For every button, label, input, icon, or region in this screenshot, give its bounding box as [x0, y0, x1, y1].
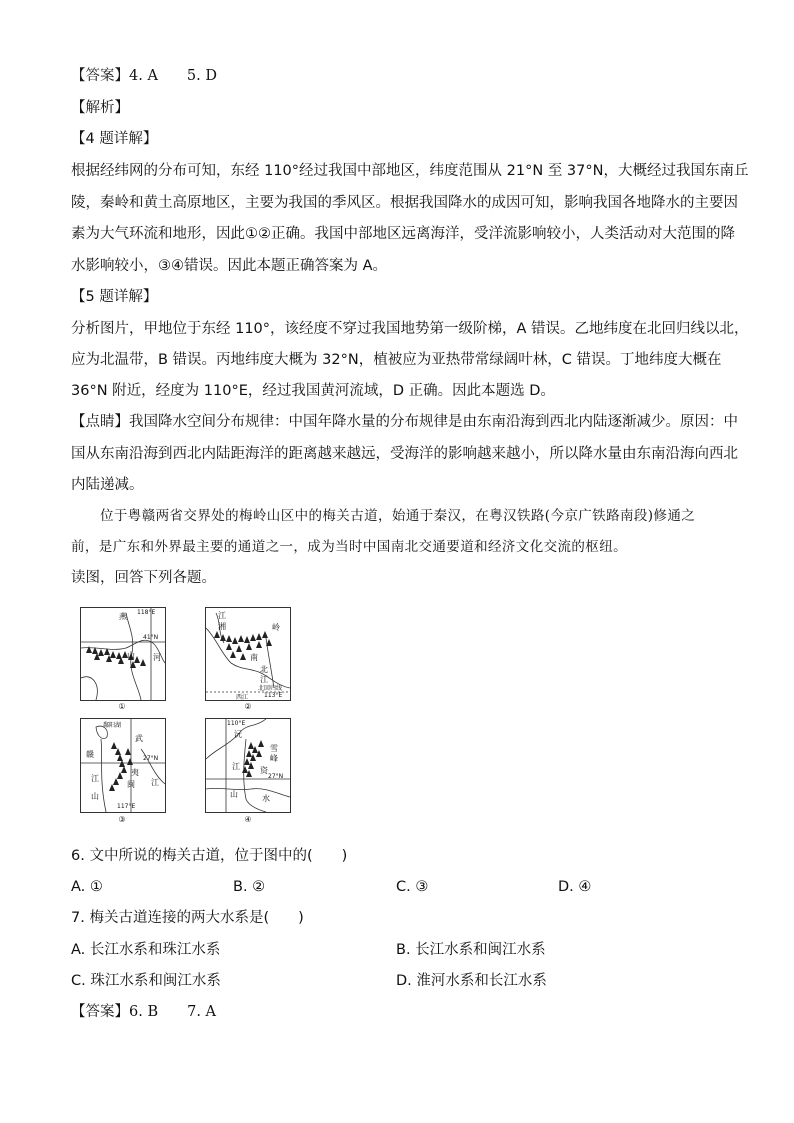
- map-3-label: 山: [91, 792, 99, 801]
- q4-tag: 【4 题详解】: [71, 131, 158, 147]
- map-2-label: 江: [218, 611, 226, 620]
- map-4-label: 沅: [234, 730, 242, 739]
- map-1-label: 河: [153, 653, 161, 662]
- q7-option-a: A. 长江水系和珠江水系: [71, 942, 221, 958]
- q6-option-d: D. ④: [558, 879, 592, 895]
- passage-line: 前，是广东和外界最主要的通道之一，成为当时中国南北交通要道和经济文化交流的枢纽。: [71, 539, 627, 555]
- map-3-label: 武: [135, 734, 143, 743]
- map-1-label: 燕: [119, 612, 127, 621]
- analysis-tag: 【解析】: [71, 100, 129, 116]
- map-1-caption: ①: [118, 702, 126, 711]
- map-3-label: 27°N: [143, 755, 159, 762]
- map-1-label: 118°E: [137, 609, 156, 616]
- q5-line: 36°N 附近，经度为 110°E，经过我国黄河流域，D 正确。因此本题选 D。: [71, 383, 555, 399]
- answer-line-1: [71, 66, 217, 86]
- map-4-label: 110°E: [227, 720, 246, 727]
- instruction: 读图，回答下列各题。: [71, 570, 216, 586]
- map-2-label: 西江: [236, 694, 249, 701]
- tip-line-1: [71, 412, 738, 432]
- map-4-label: 27°N: [268, 773, 284, 780]
- map-4-caption: ④: [244, 815, 252, 824]
- q5-line: 分析图片，甲地位于东经 110°，该经度不穿过我国地势第一级阶梯，A 错误。乙地纬度在北回归线以北，: [71, 321, 749, 337]
- map-4-label: 山: [230, 790, 238, 799]
- q4-line: 素为大气环流和地形，因此①②正确。我国中部地区远离海洋，受洋流影响较小，人类活动对大范围的降: [71, 226, 735, 242]
- map-2-caption: ②: [244, 702, 252, 711]
- answer-line-2: [71, 1002, 216, 1022]
- map-3-label: 闽: [127, 780, 135, 789]
- map-3-label: 鄱阳湖: [103, 722, 122, 729]
- map-4-label: 峰: [270, 754, 278, 763]
- q4-line: 陵，秦岭和黄土高原地区，主要为我国的季风区。根据我国降水的成因可知，影响我国各地降水的主要因: [71, 195, 738, 211]
- map-4-label: 资: [260, 766, 268, 775]
- answer-text: 4. A 5. D: [129, 68, 217, 84]
- tip-line: 内陆递减。: [71, 477, 144, 493]
- map-3: [80, 718, 166, 813]
- q4-heading: [71, 129, 157, 149]
- q6-stem: 6. 文中所说的梅关古道，位于图中的( ): [71, 848, 348, 864]
- map-1-label: 山: [127, 651, 135, 660]
- map-2-label: 113°E: [264, 692, 283, 699]
- q4-line: 根据经纬网的分布可知，东经 110°经过我国中部地区，纬度范围从 21°N 至 37°N，大概经过我国东南丘: [71, 163, 749, 179]
- map-2-label: 江: [260, 675, 268, 684]
- q6-option-c: C. ③: [396, 879, 429, 895]
- map-4-label: 水: [262, 794, 270, 803]
- map-3-label: 夷: [131, 768, 139, 777]
- map-1: [80, 607, 166, 701]
- map-1-label: 41°N: [143, 634, 159, 641]
- tip-text: 我国降水空间分布规律：中国年降水量的分布规律是由东南沿海到西北内陆逐渐减少。原因：中: [129, 414, 738, 430]
- q7-option-c: C. 珠江水系和闽江水系: [71, 973, 221, 989]
- answer-tag: 【答案】: [71, 68, 129, 84]
- passage-line: 位于粤赣两省交界处的梅岭山区中的梅关古道，始通于秦汉，在粤汉铁路(今京广铁路南段)修通之: [100, 508, 696, 524]
- map-4-label: 雪: [270, 744, 278, 753]
- q6-option-a: A. ①: [71, 879, 103, 895]
- map-4: [205, 718, 291, 813]
- map-2-label: 北回归线: [258, 685, 283, 692]
- tip-line: 国从东南沿海到西北内陆距海洋的距离越来越远，受海洋的影响越来越小，所以降水量由东南沿海向西北: [71, 446, 738, 462]
- q4-line: 水影响较小，③④错误。因此本题正确答案为 A。: [71, 258, 388, 274]
- map-3-label: 江: [151, 778, 159, 787]
- map-2-label: 北: [260, 665, 268, 674]
- map-2-label: 岭: [272, 623, 280, 632]
- answer-tag: 【答案】: [71, 1004, 129, 1020]
- map-2-label: 湘: [218, 622, 226, 631]
- q6-option-b: B. ②: [233, 879, 266, 895]
- map-3-label: 赣: [86, 750, 94, 759]
- q7-option-b: B. 长江水系和闽江水系: [396, 942, 546, 958]
- map-3-label: 江: [91, 774, 99, 783]
- map-4-drawing: [206, 719, 290, 812]
- map-3-caption: ③: [118, 815, 126, 824]
- analysis-heading: [71, 98, 129, 118]
- q5-heading: [71, 287, 157, 307]
- q5-line: 应为北温带，B 错误。丙地纬度大概为 32°N，植被应为亚热带常绿阔叶林，C 错误。丁地纬度大概在: [71, 352, 722, 368]
- q7-option-d: D. 淮河水系和长江水系: [396, 973, 547, 989]
- answer-text: 6. B 7. A: [129, 1004, 217, 1020]
- q7-stem: 7. 梅关古道连接的两大水系是( ): [71, 910, 304, 926]
- q5-tag: 【5 题详解】: [71, 289, 158, 305]
- map-2-label: 南: [250, 653, 258, 662]
- map-3-label: 117°E: [117, 803, 136, 810]
- map-2: [205, 607, 291, 701]
- map-4-label: 江: [232, 762, 240, 771]
- tip-tag: 【点睛】: [71, 414, 129, 430]
